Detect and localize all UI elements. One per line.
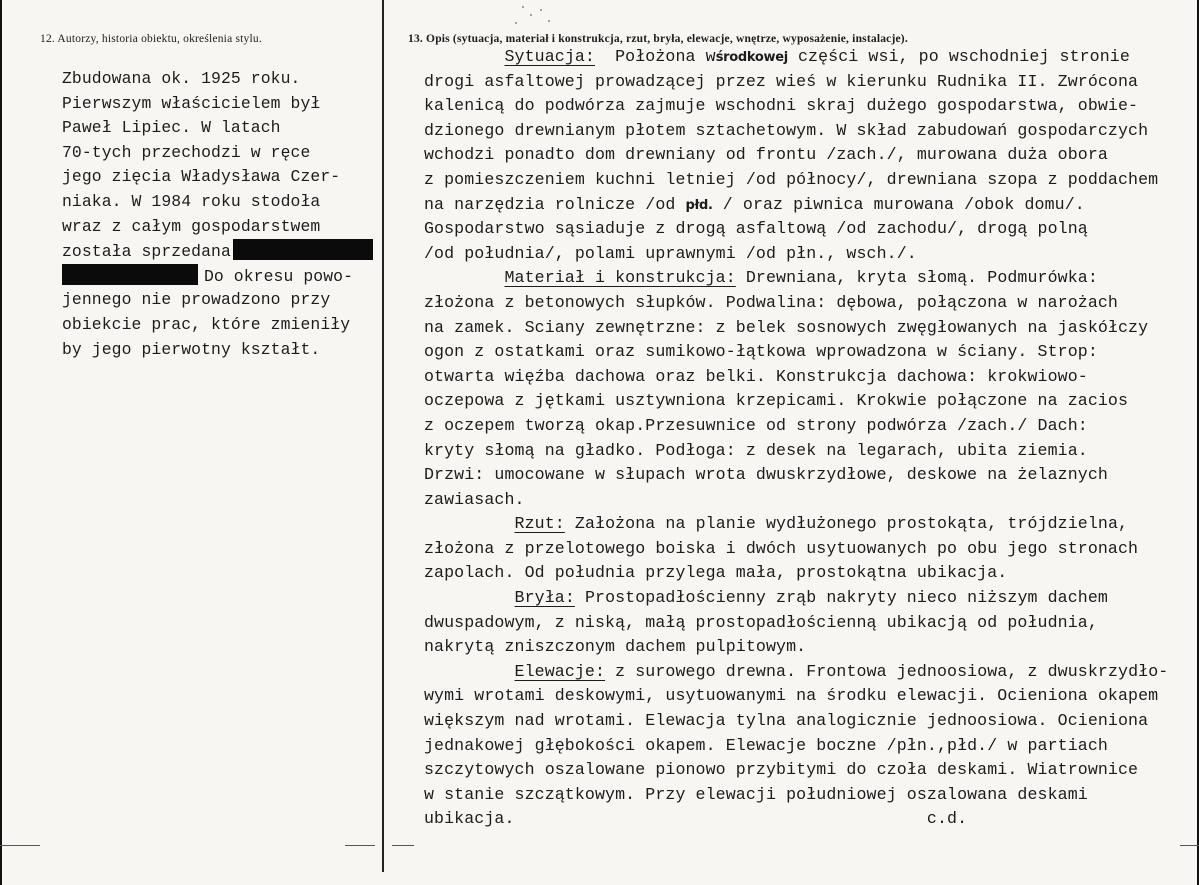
description-line: wchodzi ponadto dom drewniany od frontu /zach./, murowana duża obora (424, 145, 1108, 165)
page-left-edge (0, 0, 2, 885)
history-text: została sprzedana (62, 242, 231, 262)
description-line: ogon z ostatkami oraz sumikowo-łątkowa wprowadzona w ściany. Strop: (424, 342, 1098, 362)
description-line: drogi asfaltowej prowadzącej przez wieś w kierunku Rudnika II. Zwrócona (424, 71, 1139, 91)
description-line: /od południa/, polami uprawnymi /od płn., wsch./. (424, 243, 917, 263)
history-line (62, 239, 373, 264)
description-line: złożona z przelotowego boiska i dwóch usytuowanych po obu jego stronach (424, 538, 1139, 558)
description-line (424, 193, 1168, 218)
margin-tick-mid-left (345, 845, 375, 846)
description-line: na zamek. Sciany zewnętrzne: z belek sosnowych zwęgłowanych na jaskółczy (424, 317, 1149, 337)
margin-tick-left (0, 845, 40, 846)
continued-marker: c.d. (926, 809, 968, 829)
description-text: Założona na planie wydłużonego prostokąta, trójdzielna, (574, 514, 1129, 534)
description-line: zawiasach. (424, 489, 525, 509)
margin-tick-right (1180, 845, 1199, 846)
description-line: kalenicą do podwórza zajmuje wschodni skraj dużego gospodarstwa, obwie- (424, 96, 1139, 116)
description-text: ubikacja. (424, 809, 515, 829)
description-text: / oraz piwnica murowana /obok domu/. (722, 194, 1085, 214)
history-text: Do okresu powo- (204, 266, 354, 286)
section-heading-rzut: Rzut: (514, 514, 565, 534)
description-text: z surowego drewna. Frontowa jednoosiowa, z dwuskrzydło- (615, 661, 1169, 681)
history-line: Pierwszym właścicielem był (62, 93, 321, 113)
scan-speck (540, 9, 542, 11)
description-line: oczepowa z jętkami usztywniona krzepicami. Krokwie połączone na zacios (424, 391, 1129, 411)
description-line: jednakowej głębokości okapem. Elewacje boczne /płn.,płd./ w partiach (424, 735, 1108, 755)
description-line: szczytowych oszalowane pionowo przybitymi do czoła deskami. Wiatrownice (424, 760, 1139, 780)
description-line (424, 586, 1168, 611)
description-line: dzionego drewnianym płotem sztachetowym. W skład zabudowań gospodarczych (424, 120, 1149, 140)
section-heading-material: Materiał i konstrukcja: (504, 268, 736, 288)
scan-speck (530, 14, 532, 16)
column-divider (382, 0, 384, 872)
scan-speck (522, 6, 524, 8)
description-line: złożona z betonowych słupków. Podwalina: dębowa, połączona w narożach (424, 292, 1118, 312)
description-text: na narzędzia rolnicze /od (424, 194, 676, 214)
history-line: Paweł Lipiec. W latach (62, 118, 281, 138)
description-text: Prostopadłościenny zrąb nakryty nieco niższym dachem (584, 588, 1108, 608)
history-line: jego zięcia Władysława Czer- (62, 167, 341, 187)
margin-tick-mid-right (392, 845, 414, 846)
description-line (424, 45, 1168, 70)
section-heading-elewacje: Elewacje: (514, 661, 606, 681)
description-line: większym nad wrotami. Elewacja tylna analogicznie jednoosiowa. Ocieniona (424, 711, 1149, 731)
handwritten-correction: środkowej (715, 50, 788, 65)
description-line: Gospodarstwo sąsiaduje z drogą asfaltową /od zachodu/, drogą polną (424, 219, 1088, 239)
history-line (62, 264, 373, 289)
history-line: niaka. W 1984 roku stodoła (62, 191, 321, 211)
section-12-header: 12. Autorzy, historia obiektu, określenia stylu. (40, 33, 262, 45)
description-line: z oczepem tworzą okap.Przesuwnice od strony podwórza /zach./ Dach: (424, 415, 1088, 435)
description-text: Drewniana, kryta słomą. Podmurówka: (745, 268, 1098, 288)
description-text: części wsi, po wschodniej stronie (797, 47, 1130, 66)
section-heading-sytuacja: Sytuacja: (504, 47, 595, 66)
description-line: dwuspadowym, z niską, małą prostopadłościenną ubikacją od południa, (424, 612, 1098, 632)
description-line: zapolach. Od południa przylega mała, prostokątna ubikacja. (424, 563, 1008, 583)
description-line: otwarta więźba dachowa oraz belki. Konstrukcja dachowa: krokwiowo- (424, 366, 1088, 386)
description-line (424, 807, 1168, 832)
section-13-header: 13. Opis (sytuacja, materiał i konstrukcja, rzut, bryła, elewacje, wnętrze, wyposażenie, instalacje). (408, 33, 908, 45)
description-line: Drzwi: umocowane w słupach wrota dwuskrzydłowe, deskowe na żelaznych (424, 465, 1108, 485)
description-line: w stanie szczątkowym. Przy elewacji południowej oszalowana deskami (424, 784, 1088, 804)
history-column (62, 67, 373, 362)
description-line: kryty słomą na gładko. Podłoga: z desek na legarach, ubita ziemia. (424, 440, 1088, 460)
history-line: jennego nie prowadzono przy (62, 290, 331, 310)
handwritten-correction: płd. (685, 197, 713, 213)
scan-speck (548, 20, 550, 22)
description-line (424, 266, 1168, 291)
redaction-bar (233, 239, 373, 260)
history-line: wraz z całym gospodarstwem (62, 216, 321, 236)
description-text: Położona w (615, 47, 716, 66)
history-line: 70-tych przechodzi w ręce (62, 142, 311, 162)
redaction-bar (62, 264, 198, 285)
description-line (424, 512, 1168, 537)
description-line: nakrytą zniszczonym dachem pulpitowym. (424, 637, 807, 657)
history-line: by jego pierwotny kształt. (62, 339, 321, 359)
history-line: Zbudowana ok. 1925 roku. (62, 69, 301, 88)
description-line: z pomieszczeniem kuchni letniej /od północy/, drewniana szopa z poddachem (424, 169, 1159, 189)
description-line (424, 660, 1168, 685)
scan-speck (515, 22, 517, 24)
description-column (424, 45, 1168, 832)
history-line: obiekcie prac, które zmieniły (62, 314, 351, 334)
description-line: wymi wrotami deskowymi, usytuowanymi na środku elewacji. Ocieniona okapem (424, 686, 1159, 706)
section-heading-bryla: Bryła: (514, 588, 575, 608)
